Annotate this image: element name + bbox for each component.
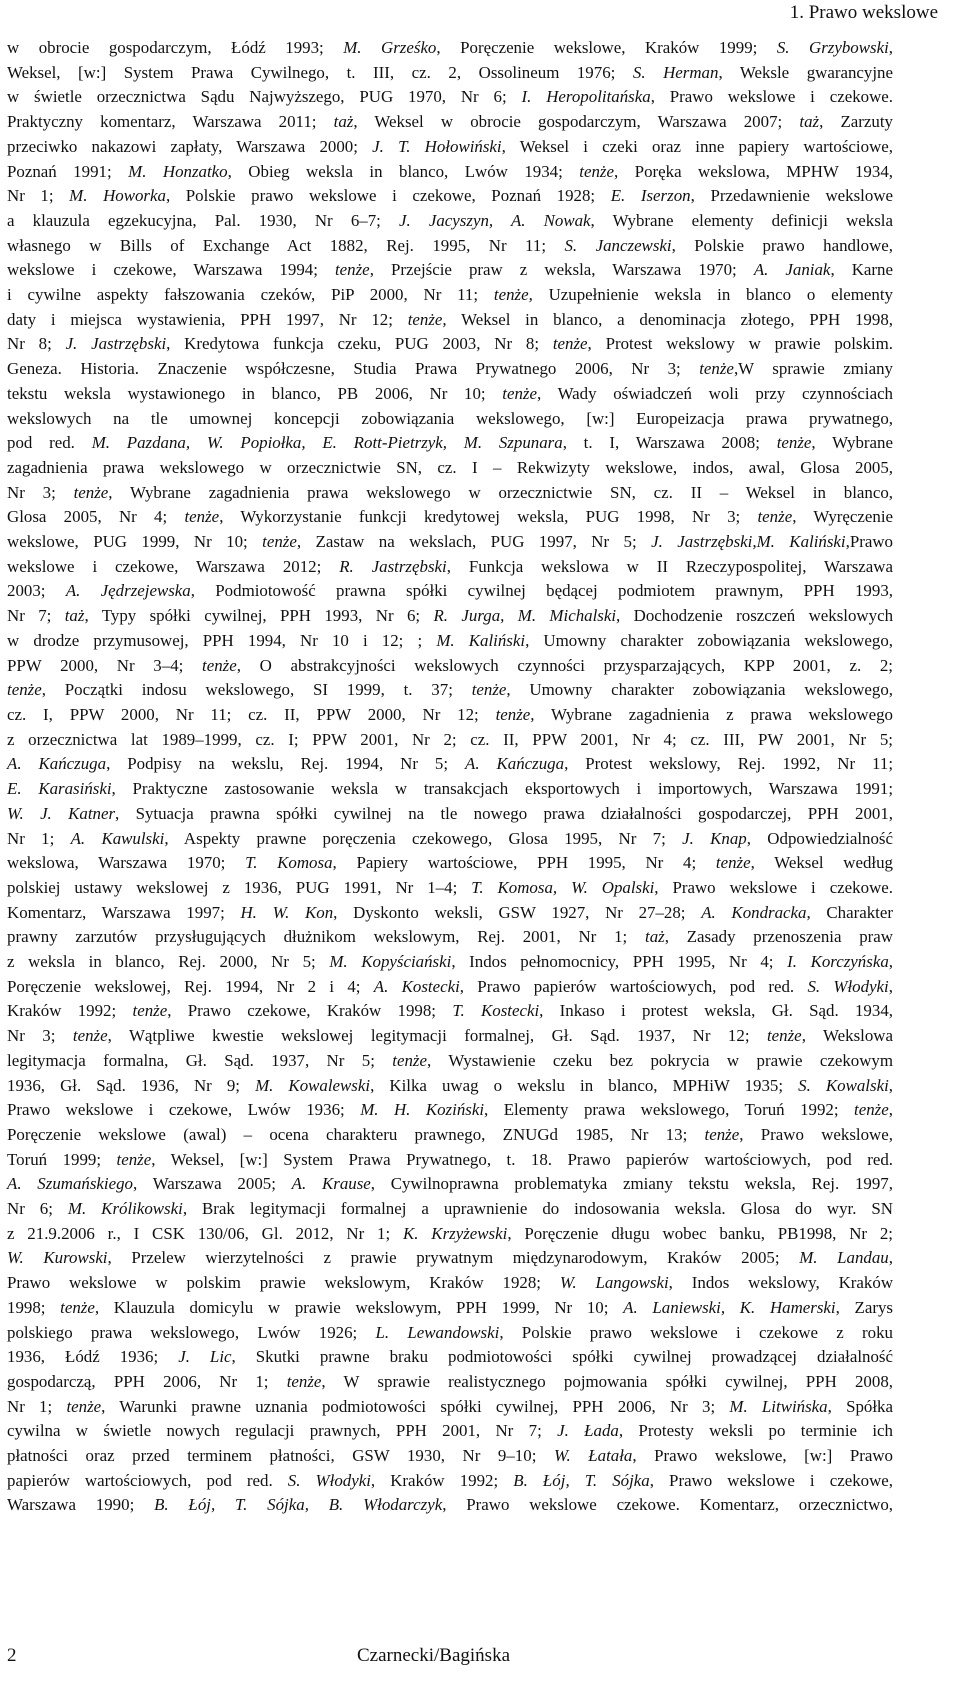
text-segment: , Prawo papierów wartościowych, pod red. xyxy=(459,976,808,996)
author-name: B. Łój, T. Sójka xyxy=(513,1470,650,1490)
author-name: K. Krzyżewski xyxy=(403,1223,508,1243)
text-segment: , Karne xyxy=(830,260,893,280)
text-segment: , Weksel, [w:] System Prawa Prywatnego, t. 18. Prawo papierów wartościowych, pod red. xyxy=(151,1149,893,1169)
text-segment: a klauzula egzekucyjna, Pal. 1930, Nr 6–7; xyxy=(7,210,399,230)
author-name: J. Jastrzębski xyxy=(65,334,167,354)
text-segment: , Polskie prawo wekslowe i czekowe z roku xyxy=(499,1322,894,1342)
author-name: tenże xyxy=(116,1149,152,1169)
text-segment: i cywilne aspekty fałszowania czeków, PiP 2000, Nr 11; xyxy=(7,285,494,305)
text-segment: , Indos pełnomocnicy, PPH 1995, Nr 4; xyxy=(451,952,788,972)
author-name: M. Grześko xyxy=(343,38,437,57)
text-segment: , Wybrane xyxy=(811,433,893,453)
text-segment: , Weksel według xyxy=(750,853,893,873)
author-name: S. Kowalski xyxy=(798,1075,889,1095)
author-name: taż xyxy=(645,927,665,947)
text-segment: Poręczenie wekslowej, Rej. 1994, Nr 2 i 4; xyxy=(7,976,374,996)
text-segment: , Sytuacja prawna spółki cywilnej na tle nowego prawa działalności gospodarczej, PPH 2001, xyxy=(115,803,894,823)
text-segment: Nr 6; xyxy=(7,1199,68,1219)
text-segment: Poręczenie wekslowe (awal) – ocena charakteru prawnego, ZNUGd 1985, Nr 13; xyxy=(7,1124,705,1144)
text-segment: 1936, Łódź 1936; xyxy=(7,1347,179,1367)
author-name: J. Jacyszyn, A. Nowak xyxy=(399,210,591,230)
text-segment: przeciwko nakazowi zapłaty, Warszawa 2000; xyxy=(7,136,373,156)
text-segment: , Poręczenie długu wobec banku, PB1998, Nr 2; xyxy=(507,1223,893,1243)
text-segment: Prawo wekslowe w polskim prawie wekslowym, Kraków 1928; xyxy=(7,1273,560,1293)
text-segment: Nr 3; xyxy=(7,482,74,502)
author-name: tenże xyxy=(854,1100,889,1120)
author-name: M. Kopyściański xyxy=(329,952,452,972)
text-line xyxy=(7,604,893,629)
text-line xyxy=(7,1197,893,1222)
text-segment: , Weksle gwarancyjne xyxy=(718,62,893,82)
text-segment: w świetle orzecznictwa Sądu Najwyższego, PUG 1970, Nr 6; xyxy=(7,87,522,107)
text-segment: , Skutki prawne braku podmiotowości spółki cywilnej prowadzącej działalność xyxy=(231,1347,893,1367)
text-segment: , xyxy=(888,38,894,57)
author-name: E. Iserzon xyxy=(610,186,691,206)
author-name: M. Królikowski xyxy=(67,1199,183,1219)
text-segment: , Prawo wekslowe, xyxy=(739,1124,893,1144)
text-segment: , Początki indosu wekslowego, SI 1999, t. 37; xyxy=(41,680,472,700)
text-segment: , Wystawienie czeku bez pokrycia w prawie czekowym xyxy=(427,1050,893,1070)
text-segment: tekstu weksla wystawionego in blanco, PB 2006, Nr 10; xyxy=(7,383,503,403)
text-segment: Komentarz, Warszawa 1997; xyxy=(7,902,241,922)
author-name: W. Kurowski xyxy=(7,1248,108,1268)
text-segment: , Prawo wekslowe, [w:] Prawo xyxy=(632,1446,893,1466)
text-line xyxy=(7,135,893,160)
author-name: tenże, xyxy=(495,704,535,724)
author-name: M. Litwińska xyxy=(729,1396,828,1416)
text-line xyxy=(7,1419,893,1444)
text-segment: płatności oraz przed terminem płatności, GSW 1930, Nr 9–10; xyxy=(7,1446,554,1466)
text-line xyxy=(7,234,893,259)
author-name: tenże xyxy=(262,532,297,552)
text-segment: daty i miejsca wystawienia, PPH 1997, Nr 12; xyxy=(7,309,408,329)
text-segment: gospodarczą, PPH 2006, Nr 1; xyxy=(7,1371,287,1391)
text-line xyxy=(7,999,893,1024)
text-segment: z orzecznictwa lat 1989–1999, cz. I; PPW 2001, Nr 2; cz. II, PPW 2001, Nr 4; cz. III, PW 2001, Nr 5; xyxy=(7,729,893,749)
text-line xyxy=(7,1296,893,1321)
author-name: tenże xyxy=(132,1001,168,1021)
text-segment: Glosa 2005, Nr 4; xyxy=(7,507,185,527)
text-line xyxy=(7,1024,893,1049)
text-segment: , Cywilnoprawna problematyka zmiany tekstu weksla, Rej. 1997, xyxy=(370,1174,893,1194)
text-segment: Nr 8; xyxy=(7,334,66,354)
text-segment: , Prawo czekowe, Kraków 1998; xyxy=(167,1001,453,1021)
author-name: tenże xyxy=(766,1026,802,1046)
text-segment: , Wątpliwe kwestie wekslowej legitymacji formalnej, Gł. Sąd. 1937, Nr 12; xyxy=(107,1026,767,1046)
text-segment: , xyxy=(888,952,894,972)
text-line xyxy=(7,431,893,456)
text-segment: legitymacja formalna, Gł. Sąd. 1937, Nr 5; xyxy=(7,1050,393,1070)
author-name: L. Lewandowski xyxy=(375,1322,500,1342)
text-segment: , Odpowiedzialność xyxy=(746,828,894,848)
text-segment: w drodze przymusowej, PPH 1994, Nr 10 i 12; ; xyxy=(7,630,437,650)
text-line xyxy=(7,728,893,753)
text-segment: , Funkcja wekslowa w II Rzeczypospolitej, Warszawa xyxy=(446,556,893,576)
bibliography-paragraph xyxy=(7,36,893,1518)
text-line xyxy=(7,456,893,481)
text-segment: Geneza. Historia. Znaczenie współczesne, Studia Prawa Prywatnego 2006, Nr 3; xyxy=(7,359,700,379)
text-segment: cz. I, PPW 2000, Nr 11; cz. II, PPW 2000, Nr 12; xyxy=(7,704,496,724)
text-line xyxy=(7,678,893,703)
author-name: J. T. Hołowiński xyxy=(372,136,502,156)
text-segment: , xyxy=(888,976,893,996)
text-segment: wekslowe, PUG 1999, Nr 10; xyxy=(7,532,263,552)
text-segment: , Poręczenie wekslowe, Kraków 1999; xyxy=(436,38,777,57)
text-segment: Wybrane zagadnienia z prawa wekslowego xyxy=(534,704,893,724)
author-name: H. W. Kon xyxy=(240,902,334,922)
author-name: S. Herman xyxy=(632,62,719,82)
author-name: M. Honzatko xyxy=(128,161,228,181)
text-segment: Weksel in blanco, a denominacja złotego, PPH 1998, xyxy=(446,309,893,329)
text-line xyxy=(7,827,893,852)
author-name: A. Janiak xyxy=(753,260,831,280)
text-line xyxy=(7,332,893,357)
text-line xyxy=(7,308,893,333)
page-number: 2 xyxy=(7,1645,17,1666)
author-name: tenże xyxy=(334,260,370,280)
text-line xyxy=(7,1395,893,1420)
text-segment: Kraków 1992; xyxy=(7,1001,133,1021)
running-header: 1. Prawo wekslowe xyxy=(789,2,938,23)
text-segment: , Protesty weksli po terminie ich xyxy=(618,1421,893,1441)
text-line xyxy=(7,357,893,382)
text-segment: , Wekslowa xyxy=(801,1026,893,1046)
text-segment: , Weksel w obrocie gospodarczym, Warszawa 2007; xyxy=(353,112,800,132)
text-segment: wekslowa, Warszawa 1970; xyxy=(7,853,246,873)
text-line xyxy=(7,925,893,950)
text-segment: , Zastaw na wekslach, PUG 1997, Nr 5; xyxy=(296,532,652,552)
text-segment: , Prawo wekslowe i czekowe. xyxy=(654,877,893,897)
text-segment: PPW 2000, Nr 3–4; xyxy=(7,655,203,675)
text-segment: , Prawo wekslowe czekowe. Komentarz, orzecznictwo, xyxy=(442,1495,893,1515)
author-name: A. Kańczuga xyxy=(465,754,565,774)
text-segment: z weksla in blanco, Rej. 2000, Nr 5; xyxy=(7,952,330,972)
author-name: tenże xyxy=(60,1297,95,1317)
author-name: B. Łój, T. Sójka, B. Włodarczyk xyxy=(154,1495,443,1515)
author-name: M. Pazdana, W. Popiołka, E. Rott-Pietrzyk, M. Szpunara xyxy=(91,433,563,453)
author-name: tenże xyxy=(699,359,734,379)
text-segment: prawny zarzutów przysługujących dłużnikom wekslowym, Rej. 2001, Nr 1; xyxy=(7,927,646,947)
text-line xyxy=(7,654,893,679)
text-segment: Praktyczny komentarz, Warszawa 2011; xyxy=(7,112,334,132)
text-segment: , O abstrakcyjności wekslowych czynności przysparzających, KPP 2001, z. 2; xyxy=(236,655,894,675)
text-segment: Poznań 1991; xyxy=(7,161,129,181)
text-line xyxy=(7,1370,893,1395)
text-segment: , Poręka wekslowa, MPHW 1934, xyxy=(614,161,893,181)
text-segment: Toruń 1999; xyxy=(7,1149,117,1169)
text-segment: Nr 1; xyxy=(7,1396,67,1416)
text-segment: , Umowny charakter zobowiązania wekslowego, xyxy=(506,680,893,700)
text-line xyxy=(7,209,893,234)
text-segment: , Papiery wartościowe, PPH 1995, Nr 4; xyxy=(332,853,716,873)
text-segment: pod red. xyxy=(7,433,92,453)
text-segment: , Zarys xyxy=(835,1297,893,1317)
author-name: A. Krause xyxy=(291,1174,371,1194)
text-segment: , Praktyczne zastosowanie weksla w transakcjach eksportowych i importowych, Warszawa 1991; xyxy=(111,779,894,799)
author-name: tenże xyxy=(73,482,109,502)
text-line xyxy=(7,505,893,530)
text-segment: , Typy spółki cywilnej, PPH 1993, Nr 6; xyxy=(84,606,434,626)
author-name: tenże xyxy=(392,1050,428,1070)
author-name: I. Heropolitańska xyxy=(521,87,651,107)
text-segment: 2003; xyxy=(7,581,66,601)
author-name: taż xyxy=(799,112,820,132)
text-segment: , Prawo wekslowe i czekowe, xyxy=(649,1470,894,1490)
text-segment: polskiej ustawy wekslowej z 1936, PUG 1991, Nr 1–4; xyxy=(7,877,472,897)
author-name: A. Szumańskiego xyxy=(7,1174,134,1194)
text-segment: , Przejście praw z weksla, Warszawa 1970; xyxy=(369,260,754,280)
author-name: J. Lic xyxy=(178,1347,232,1367)
author-name: M. Kowalewski xyxy=(255,1075,371,1095)
text-segment: , Obieg weksla in blanco, Lwów 1934; xyxy=(227,161,580,181)
text-segment: , Dochodzenie roszczeń wekslowych xyxy=(616,606,894,626)
author-name: tenże xyxy=(471,680,507,700)
text-line xyxy=(7,36,893,61)
text-segment: , W sprawie realistycznego pojmowania spółki cywilnej, PPH 2008, xyxy=(321,1371,893,1391)
text-line xyxy=(7,110,893,135)
text-line xyxy=(7,1049,893,1074)
text-segment: , Polskie prawo handlowe, xyxy=(671,235,894,255)
text-segment: , t. I, Warszawa 2008; xyxy=(562,433,777,453)
author-name: T. Komosa, W. Opalski xyxy=(471,877,655,897)
text-segment: , Prawo wekslowe i czekowe. xyxy=(650,87,894,107)
text-line xyxy=(7,160,893,185)
text-segment: , Warunki prawne uznania podmiotowości spółki cywilnej, PPH 2006, Nr 3; xyxy=(101,1396,730,1416)
text-segment: , xyxy=(888,1100,893,1120)
text-segment: , Kilka uwag o wekslu in blanco, MPHiW 1935; xyxy=(370,1075,799,1095)
text-segment: Weksel, [w:] System Prawa Cywilnego, t. III, cz. 2, Ossolineum 1976; xyxy=(7,62,633,82)
text-segment: wekslowe i czekowe, Warszawa 2012; xyxy=(7,556,340,576)
text-segment: , Spółka xyxy=(827,1396,894,1416)
text-line xyxy=(7,1493,893,1518)
text-line xyxy=(7,407,893,432)
text-line xyxy=(7,703,893,728)
text-line xyxy=(7,1321,893,1346)
author-name: J. Łada xyxy=(557,1421,619,1441)
text-segment: Warszawa 1990; xyxy=(7,1495,155,1515)
text-segment: wekslowe i czekowe, Warszawa 1994; xyxy=(7,260,335,280)
text-segment: , Dyskonto weksli, GSW 1927, Nr 27–28; xyxy=(333,902,702,922)
text-segment: ,Prawo xyxy=(845,532,894,552)
text-line xyxy=(7,1271,893,1296)
author-name: W. Langowski xyxy=(559,1273,669,1293)
author-name: W. Łatała xyxy=(553,1446,633,1466)
text-segment: , Elementy prawa wekslowego, Toruń 1992; xyxy=(484,1100,855,1120)
text-line xyxy=(7,1469,893,1494)
text-line xyxy=(7,1246,893,1271)
author-name: tenże xyxy=(66,1396,102,1416)
text-segment: , Wybrane elementy definicji weksla xyxy=(590,210,893,230)
text-line xyxy=(7,61,893,86)
text-line xyxy=(7,530,893,555)
text-segment: , Kraków 1992; xyxy=(370,1470,514,1490)
author-name: S. Włodyki xyxy=(807,976,889,996)
text-segment: , Wykorzystanie funkcji kredytowej weksla, PUG 1998, Nr 3; xyxy=(219,507,758,527)
text-segment: , Umowny charakter zobowiązania wekslowego, xyxy=(525,630,893,650)
text-segment: zagadnienia prawa wekslowego w orzecznictwie SN, cz. I – Rekwizyty wekslowe, indos, awal, Glosa 2005, xyxy=(7,457,893,477)
author-name: A. Jędrzejewska xyxy=(65,581,191,601)
text-segment: , Indos wekslowy, Kraków xyxy=(668,1273,894,1293)
author-name: S. Włodyki xyxy=(287,1470,371,1490)
text-line xyxy=(7,851,893,876)
text-segment: 1936, Gł. Sąd. 1936, Nr 9; xyxy=(7,1075,256,1095)
text-segment: , Brak legitymacji formalnej a uprawnienie do indosowania weksla. Glosa do wyr. SN xyxy=(182,1199,893,1219)
text-line xyxy=(7,1148,893,1173)
text-line xyxy=(7,184,893,209)
text-segment: , Zasady przenoszenia praw xyxy=(664,927,893,947)
author-name: R. Jurga, M. Michalski xyxy=(433,606,617,626)
author-name: J. Knap xyxy=(682,828,747,848)
text-segment: , Kredytowa funkcja czeku, PUG 2003, Nr 8; xyxy=(166,334,553,354)
text-line xyxy=(7,1074,893,1099)
author-name: A. Kawulski xyxy=(70,828,165,848)
text-segment: , Przedawnienie wekslowe xyxy=(690,186,894,206)
author-name: tenże xyxy=(579,161,614,181)
text-segment: 1998; xyxy=(7,1297,61,1317)
text-segment: , Zarzuty xyxy=(819,112,893,132)
author-name: tenże xyxy=(776,433,812,453)
author-name: tenże, xyxy=(493,285,533,305)
author-name: tenże xyxy=(757,507,793,527)
author-name: E. Karasiński xyxy=(7,779,112,799)
text-line xyxy=(7,382,893,407)
author-name: J. Jastrzębski,M. Kaliński xyxy=(651,532,846,552)
text-line xyxy=(7,975,893,1000)
text-segment: Nr 3; xyxy=(7,1026,73,1046)
footer-authors: Czarnecki/Bagińska xyxy=(357,1645,511,1666)
text-line xyxy=(7,752,893,777)
text-line xyxy=(7,950,893,975)
author-name: tenże xyxy=(502,383,537,403)
text-segment: cywilna w świetle nowych regulacji prawnych, PPH 2001, Nr 7; xyxy=(7,1421,558,1441)
text-segment: , Aspekty prawne poręczenia czekowego, Glosa 1995, Nr 7; xyxy=(164,828,683,848)
text-line xyxy=(7,1123,893,1148)
text-segment: z 21.9.2006 r., I CSK 130/06, Gl. 2012, Nr 1; xyxy=(7,1223,403,1243)
text-line xyxy=(7,283,893,308)
text-segment: własnego w Bills of Exchange Act 1882, Rej. 1995, Nr 11; xyxy=(7,235,565,255)
author-name: T. Kostecki xyxy=(452,1001,540,1021)
text-line xyxy=(7,481,893,506)
text-line xyxy=(7,1172,893,1197)
text-segment: , xyxy=(888,1248,893,1268)
author-name: tenże xyxy=(704,1124,740,1144)
text-line xyxy=(7,555,893,580)
text-segment: Nr 1; xyxy=(7,828,71,848)
text-segment: , Weksel i czeki oraz inne papiery wartościowe, xyxy=(501,136,893,156)
text-segment: , xyxy=(888,1075,893,1095)
author-name: A. Kondracka xyxy=(701,902,807,922)
text-segment: , Protest wekslowy w prawie polskim. xyxy=(587,334,893,354)
text-line xyxy=(7,802,893,827)
author-name: tenże xyxy=(552,334,588,354)
text-segment: , Klauzula domicylu w prawie wekslowym, PPH 1999, Nr 10; xyxy=(94,1297,624,1317)
author-name: S. Janczewski xyxy=(564,235,672,255)
text-segment: Prawo wekslowe i czekowe, Lwów 1936; xyxy=(7,1100,361,1120)
text-line xyxy=(7,1222,893,1247)
text-segment: , Wyręczenie xyxy=(792,507,894,527)
author-name: A. Kostecki xyxy=(373,976,460,996)
text-segment: , Charakter xyxy=(806,902,893,922)
text-segment: , Przelew wierzytelności z prawie prywatnym międzynarodowym, Kraków 2005; xyxy=(107,1248,800,1268)
text-segment: w obrocie gospodarczym, Łódź 1993; xyxy=(7,38,344,57)
text-line xyxy=(7,85,893,110)
author-name: M. Landau xyxy=(799,1248,889,1268)
author-name: M. Howorka xyxy=(69,186,166,206)
author-name: A. Laniewski, K. Hamerski xyxy=(623,1297,836,1317)
text-segment: , Podmiotowość prawna spółki cywilnej będącej podmiotem prawnym, PPH 1993, xyxy=(190,581,893,601)
author-name: A. Kańczuga xyxy=(7,754,107,774)
author-name: I. Korczyńska xyxy=(787,952,889,972)
text-segment: polskiego prawa wekslowego, Lwów 1926; xyxy=(7,1322,376,1342)
author-name: tenże xyxy=(715,853,751,873)
author-name: taż xyxy=(64,606,85,626)
text-line xyxy=(7,901,893,926)
text-segment: , Inkaso i protest weksla, Gł. Sąd. 1934, xyxy=(539,1001,893,1021)
text-segment: , Podpisy na wekslu, Rej. 1994, Nr 5; xyxy=(106,754,466,774)
author-name: tenże xyxy=(184,507,220,527)
author-name: tenże xyxy=(286,1371,322,1391)
author-name: taż xyxy=(333,112,354,132)
text-line xyxy=(7,1444,893,1469)
text-segment: , Wybrane zagadnienia prawa wekslowego w orzecznictwie SN, cz. II – Weksel in blanco, xyxy=(108,482,893,502)
text-segment: Nr 1; xyxy=(7,186,70,206)
text-line xyxy=(7,876,893,901)
author-name: tenże, xyxy=(407,309,447,329)
text-segment: Nr 7; xyxy=(7,606,65,626)
text-segment: wekslowych na tle umownej koncepcji zobowiązania wekslowego, [w:] Europeizacja prawa prywatnego, xyxy=(7,408,893,428)
text-segment: Uzupełnienie weksla in blanco o elementy xyxy=(532,285,894,305)
author-name: M. Kaliński xyxy=(436,630,526,650)
author-name: tenże xyxy=(72,1026,108,1046)
text-line xyxy=(7,629,893,654)
text-segment: , Polskie prawo wekslowe i czekowe, Poznań 1928; xyxy=(165,186,611,206)
text-segment: ,W sprawie zmiany xyxy=(733,359,893,379)
author-name: M. H. Koziński xyxy=(360,1100,485,1120)
author-name: T. Komosa xyxy=(245,853,333,873)
text-line xyxy=(7,777,893,802)
author-name: tenże xyxy=(202,655,237,675)
author-name: S. Grzybowski xyxy=(776,38,889,57)
text-line xyxy=(7,258,893,283)
text-line xyxy=(7,1345,893,1370)
text-line xyxy=(7,1098,893,1123)
author-name: R. Jastrzębski xyxy=(339,556,447,576)
text-segment: , Protest wekslowy, Rej. 1992, Nr 11; xyxy=(564,754,894,774)
text-line xyxy=(7,579,893,604)
author-name: W. J. Katner xyxy=(7,803,116,823)
text-segment: , Wady oświadczeń woli przy czynnościach xyxy=(536,383,894,403)
text-segment: papierów wartościowych, pod red. xyxy=(7,1470,288,1490)
text-segment: , Warszawa 2005; xyxy=(133,1174,292,1194)
author-name: tenże xyxy=(7,680,42,700)
